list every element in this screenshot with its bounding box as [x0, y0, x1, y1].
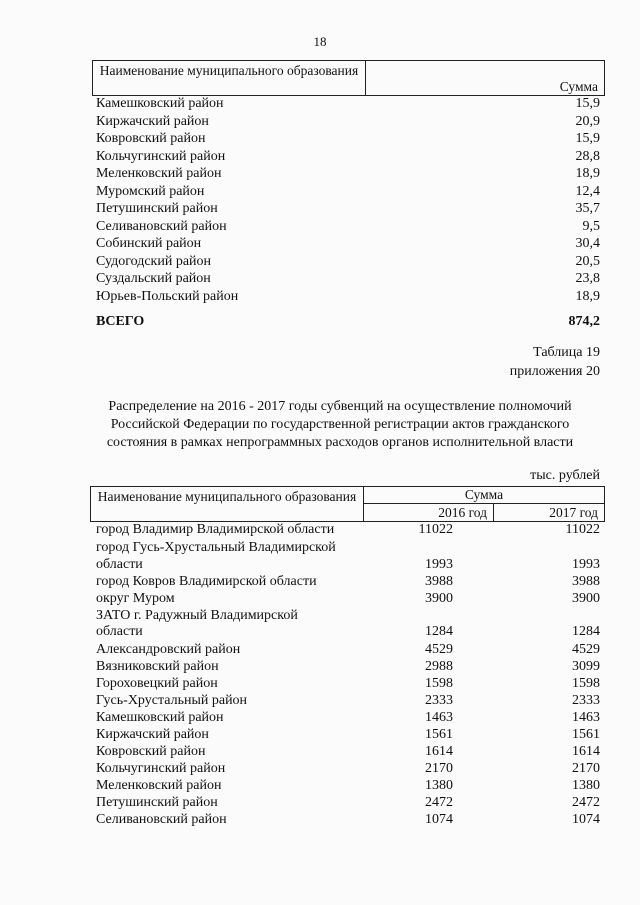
- row-value-2016: 2988: [425, 659, 453, 674]
- table2-header: [90, 486, 605, 522]
- table-row: [96, 675, 600, 693]
- table-row: [96, 590, 600, 608]
- table2-header-name: Наименование муниципального образования: [91, 487, 364, 521]
- table-row: [96, 811, 600, 829]
- row-value: 18,9: [575, 288, 600, 304]
- row-name: ЗАТО г. Радужный Владимирской: [96, 608, 298, 623]
- row-name: Судогодский район: [96, 253, 212, 269]
- table-row: [96, 270, 600, 288]
- row-value-2017: 1993: [572, 557, 600, 572]
- row-name: Вязниковский район: [96, 659, 219, 674]
- table-caption-line1: Таблица 19: [533, 345, 600, 360]
- table-row: [96, 253, 600, 271]
- table-row: [96, 556, 600, 574]
- row-name: области: [96, 624, 143, 639]
- row-name: Кольчугинский район: [96, 761, 226, 776]
- row-name: Камешковский район: [96, 710, 224, 725]
- table-row: [96, 692, 600, 710]
- row-name: Ковровский район: [96, 131, 206, 146]
- row-value-2016: 1380: [425, 778, 453, 793]
- row-value-2016: 11022: [418, 522, 453, 537]
- row-value-2016: 1463: [425, 710, 453, 725]
- row-value-2017: 1561: [572, 727, 600, 742]
- row-value-2017: 1598: [572, 676, 600, 691]
- table-row: [96, 709, 600, 727]
- row-value-2017: 2170: [572, 761, 600, 776]
- total-value: 874,2: [568, 314, 600, 329]
- table2-header-sum: Сумма: [364, 487, 604, 504]
- row-name: Муромский район: [96, 183, 205, 199]
- row-name: город Ковров Владимирской области: [96, 574, 317, 589]
- table-row: [96, 726, 600, 744]
- row-value-2017: 1614: [572, 744, 600, 759]
- row-value: 20,5: [575, 253, 600, 269]
- row-value-2016: 2472: [425, 795, 453, 810]
- row-value-2017: 1380: [572, 778, 600, 793]
- row-value-2016: 3988: [425, 574, 453, 589]
- row-value-2016: 2333: [425, 693, 453, 708]
- table-row: [96, 200, 600, 218]
- row-name: Киржачский район: [96, 727, 209, 742]
- row-name: Селивановский район: [96, 218, 227, 234]
- row-name: округ Муром: [96, 591, 175, 606]
- row-value-2017: 1074: [572, 812, 600, 827]
- table-row: [96, 623, 600, 641]
- row-value-2016: 2170: [425, 761, 453, 776]
- row-value-2017: 3099: [572, 659, 600, 674]
- row-value-2017: 2472: [572, 795, 600, 810]
- row-value-2016: 1561: [425, 727, 453, 742]
- page-number: 18: [313, 34, 327, 49]
- row-value-2016: 3900: [425, 591, 453, 606]
- row-value: 28,8: [575, 148, 600, 164]
- row-value: 12,4: [575, 183, 600, 199]
- table-row: [96, 521, 600, 539]
- table-row: [96, 743, 600, 761]
- table-row: [96, 183, 600, 201]
- table-row: [96, 658, 600, 676]
- row-name: Александровский район: [96, 642, 241, 657]
- table-row: [96, 288, 600, 306]
- row-value-2017: 3900: [572, 591, 600, 606]
- row-name: Гороховецкий район: [96, 676, 218, 691]
- row-name: Собинский район: [96, 236, 202, 251]
- row-name: Кольчугинский район: [96, 148, 226, 164]
- row-value: 15,9: [575, 131, 600, 146]
- row-value-2016: 1993: [425, 557, 453, 572]
- table1-header-name: Наименование муниципального образования: [93, 61, 366, 95]
- table-caption-line2: приложения 20: [509, 364, 600, 379]
- table-row: [96, 641, 600, 659]
- row-value-2017: 4529: [572, 642, 600, 657]
- table-row: [96, 539, 600, 557]
- table1-header-sum: Сумма: [559, 79, 598, 94]
- row-name: Суздальский район: [96, 271, 211, 286]
- row-name: город Владимир Владимирской области: [96, 522, 335, 537]
- row-name: Петушинский район: [96, 201, 218, 216]
- table-row: [96, 165, 600, 183]
- row-value-2016: 1074: [425, 812, 453, 827]
- row-name: Гусь-Хрустальный район: [96, 693, 248, 708]
- row-name: Киржачский район: [96, 113, 209, 129]
- table-row: [96, 573, 600, 591]
- row-value-2016: 1284: [425, 624, 453, 639]
- row-value-2017: 2333: [572, 693, 600, 708]
- row-name: Меленковский район: [96, 166, 222, 181]
- table2-header-2017: 2017 год: [549, 505, 598, 520]
- units-label: тыс. рублей: [530, 468, 600, 483]
- table-row: [96, 130, 600, 148]
- table-row: [96, 235, 600, 253]
- table2-header-2016: 2016 год: [364, 504, 494, 521]
- table-row: [96, 794, 600, 812]
- table-row: [96, 760, 600, 778]
- row-name: Ковровский район: [96, 744, 206, 759]
- row-value: 20,9: [575, 113, 600, 129]
- row-name: город Гусь-Хрустальный Владимирской: [96, 540, 336, 555]
- row-name: области: [96, 557, 143, 572]
- table-row: [96, 218, 600, 236]
- row-value-2016: 1598: [425, 676, 453, 691]
- table-row: [96, 113, 600, 131]
- total-label: ВСЕГО: [96, 314, 145, 329]
- row-value-2016: 4529: [425, 642, 453, 657]
- total-row: [96, 313, 600, 331]
- row-value: 23,8: [575, 271, 600, 286]
- table-row: [96, 148, 600, 166]
- row-name: Меленковский район: [96, 778, 222, 793]
- row-value: 15,9: [575, 96, 600, 111]
- row-value: 9,5: [582, 218, 600, 234]
- row-name: Петушинский район: [96, 795, 218, 810]
- row-value-2017: 11022: [565, 522, 600, 537]
- row-value: 18,9: [575, 166, 600, 181]
- table-row: [96, 777, 600, 795]
- row-value-2017: 1463: [572, 710, 600, 725]
- table1-header: [92, 60, 605, 96]
- table-row: [96, 95, 600, 113]
- row-value-2017: 3988: [572, 574, 600, 589]
- row-name: Селивановский район: [96, 812, 227, 827]
- row-value-2016: 1614: [425, 744, 453, 759]
- row-name: Камешковский район: [96, 96, 224, 111]
- row-value: 35,7: [575, 201, 600, 216]
- section-title: Распределение на 2016 - 2017 годы субвенций на осуществление полномочий Российской Федерации по государственной регистрации актов гражданского состояния в рамках непрограммных расходов органов исполнительной власти: [106, 399, 574, 450]
- row-value: 30,4: [575, 236, 600, 251]
- row-value-2017: 1284: [572, 624, 600, 639]
- row-name: Юрьев-Польский район: [96, 288, 239, 304]
